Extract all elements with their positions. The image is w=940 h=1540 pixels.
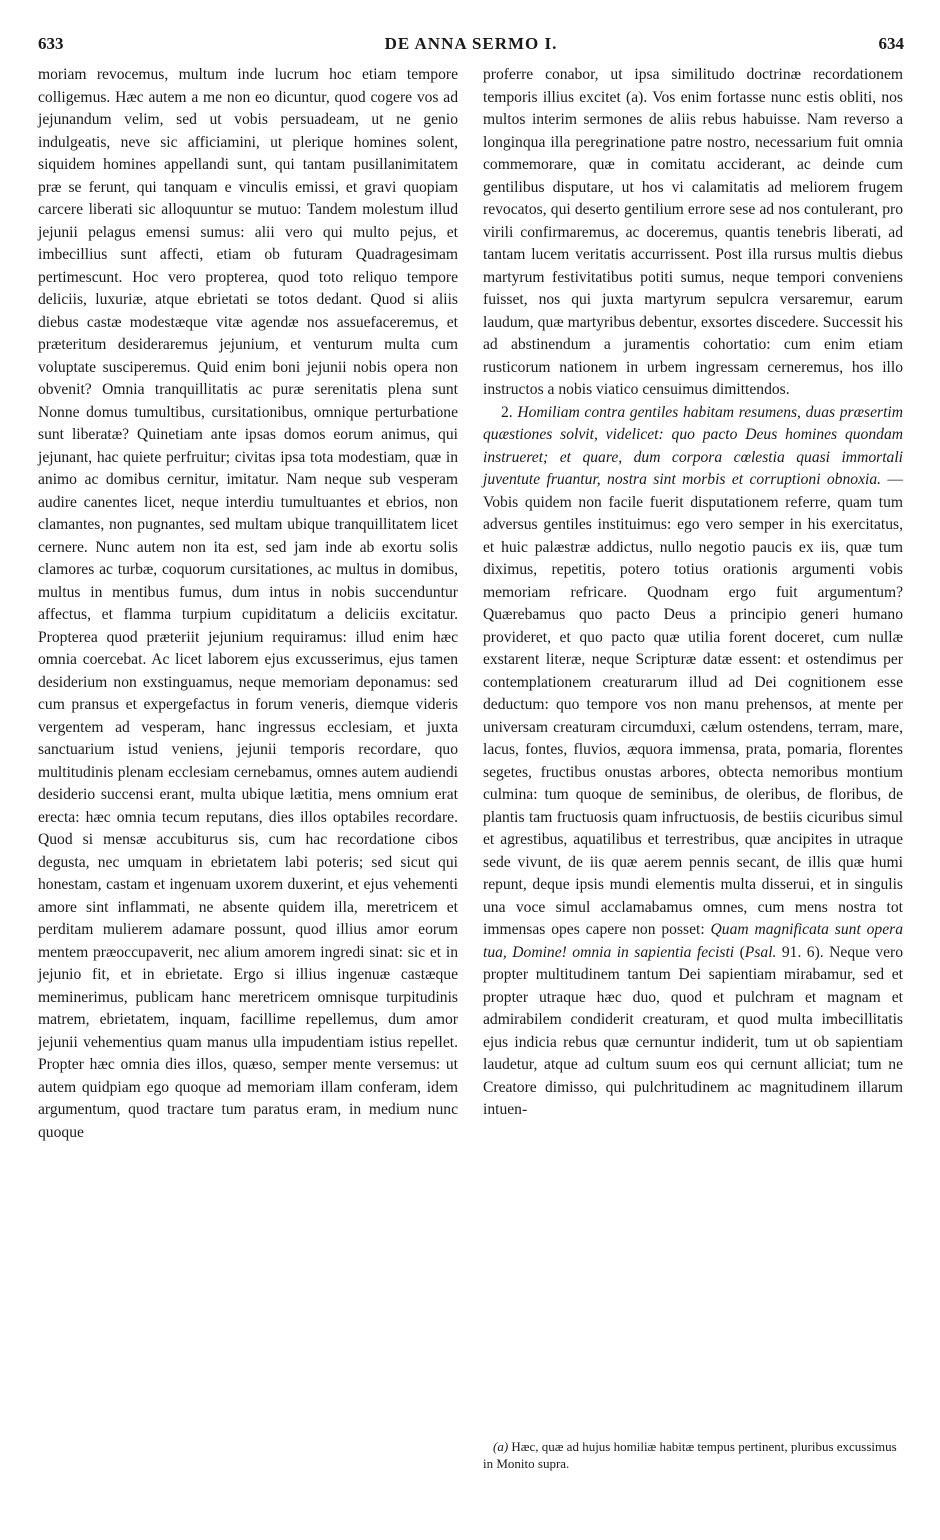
footnote-mark: (a)	[493, 1439, 509, 1454]
paragraph-body-a: — Vobis quidem non facile fuerit disputationem referre, quam tum adversus gentiles instituimus: ego vero semper in his exercitatus, et huic palæstræ addictus, nullo negotio paucis ex iis, quæ tum diximus, repetitis, potero totius orationis argumenti vobis memoriam refricare. Quodnam ergo fuit argumentum? Quærebamus quo pacto Deus a principio generi humano provideret, et quo pacto quæ utilia forent doceret, cum nullæ exstarent literæ, neque Scripturæ datæ essent: et ostendimus per contemplationem creaturarum illud ad Dei cognitionem esse deductum: quo tempore vos non manu prehensos, at mente per universam creaturam circumduxi, cælum ostendens, terram, mare, lacus, fontes, fluvios, æquora immensa, prata, pomaria, florentes segetes, fructibus onustas arbores, obtecta nemoribus montium culmina: tum quoque de seminibus, de oleribus, de floribus, de plantis tam fructuosis quam infructuosis, de bestiis cicuribus simul et agrestibus, aquatilibus et terrestribus, quæ ancipites in utraque sede vivunt, de iis quæ aerem pennis secant, de illis quæ humi repunt, deque ipsis mundi elementis multa disserui, et in singulis una voce simul acclamabamus omnes, cum mens nostra tot immensas opes capere non posset:	[483, 471, 903, 938]
paragraph-summary: Homiliam contra gentiles habitam resumens, duas præsertim quæstiones solvit, videlicet: quo pacto Deus homines quondam instrueret; et quare, dum corpora cœlestia quasi immortali juventute fruantur, nostra sint morbis et corruptioni obnoxia.	[483, 403, 903, 488]
footnote-text: Hæc, quæ ad hujus homiliæ habitæ tempus pertinent, pluribus excussimus in Monito supra.	[483, 1439, 897, 1471]
running-header	[38, 34, 904, 56]
right-page-number: 634	[878, 34, 904, 53]
reference-open: (	[734, 943, 745, 961]
right-column-paragraph-1: proferre conabor, ut ipsa similitudo doctrinæ recordationem temporis illius excitet (a). Vos enim fortasse nunc estis obliti, nos multos interim sermones de aliis rebus habuisse. Nam reverso a longinqua illa peregrinatione patre nostro, necessarium fuit omnia commemorare, quæ in comitatu acciderant, ac deinde cum gentilibus disputare, ut hos vi calamitatis ad meliorem frugem revocatos, qui deserto gentilium errore sese ad nos contulerant, pro virili confirmaremus, ac doceremus, quantis tenebris liberati, ad tantam lucem veritatis accurrissent. Post illa rursus multis diebus martyrum festivitatibus potiti sumus, neque tempori conveniens fuisset, nos qui juxta martyrum sepulcra versaremur, earum laudum, quæ martyribus debentur, exsortes discedere. Successit his ad abstinendum a juramentis cohortatio: cum enim etiam rusticorum nationem in urbem ingressam cerneremus, hos illo instructos a nobis viatico censuimus dimittendos.	[483, 66, 903, 398]
footnote	[483, 1438, 903, 1472]
left-page-number: 633	[38, 34, 64, 53]
left-column	[38, 64, 458, 1144]
right-column	[483, 64, 903, 1122]
running-title: DE ANNA SERMO I.	[384, 34, 558, 53]
left-column-text: moriam revocemus, multum inde lucrum hoc etiam tempore colligemus. Hæc autem a me non eo dicuntur, quod cogere vos ad jejunandum velim, sed ut vobis persuadeam, ut ne genio indulgeatis, neve sic afficiamini, ut plerique homines solent, siquidem homines appellandi sunt, qui tantam pusillanimitatem præ se ferunt, qui tanquam e vinculis emissi, et gravi quopiam carcere liberati sic alloquuntur se mutuo: Tandem molestum illud jejunii pelagus emensi sumus: alii vero qui multo pejus, et imbecillius sunt affecti, etiam ob futuram Quadragesimam pertimescunt. Hoc vero propterea, quod toto reliquo tempore deliciis, luxuriæ, atque ebrietati se totos dedant. Quod si aliis diebus castæ modestæque vitæ agendæ nos assuefaceremus, et præteritum desideraremus jejunium, et venturum multa cum voluptate susciperemus. Quid enim boni jejunii nobis opera non obvenit? Omnia tranquillitatis ac puræ serenitatis plena sunt Nonne domus tumultibus, cursitationibus, omnique perturbatione sunt liberatæ? Quinetiam ante ipsas domos eorum animus, qui jejunant, hac quiete perfruitur; civitas ipsa tota modestiam, quæ in animo ac domibus cernitur, imitatur. Nam neque sub vesperam audire canentes licet, neque interdiu tumultuantes et ebrios, non clamantes, non pugnantes, sed multam ubique tranquillitatem licet cernere. Nunc autem non ita est, sed jam inde ab exortu solis clamores ac turbæ, coquorum cursitationes, ac multus in domibus, multus in mentibus fumus, dum intus in nobis succenduntur affectus, et flamma turpium cupiditatum a deliciis excitatur. Propterea quod præteriit jejunium requiramus: illud enim hæc omnia coercebat. Ac licet laborem ejus excusserimus, ejus tamen desiderium non exstinguamus, neque memoriam deponamus: sed cum pransus et expergefactus in forum veneris, diemque videris vergentem ad vesperam, hanc ingressus ecclesiam, et juxta sanctuarium istud veniens, jejunii temporis recordare, quo multitudinis plenam ecclesiam cernebamus, omnes autem audiendi desiderio succensi erant, multa ubique lætitia, mens omnium erat erecta: hæc omnia tecum reputans, dies illos optabiles recordare. Quod si mensæ accubiturus sis, cum hac recordatione cibos degusta, nec umquam in ebrietatem labi poteris; sed sicut qui honestam, castam et ingenuam uxorem duxerint, et ejus vehementi amore sint inflammati, ne absente quidem illa, meretricem et perditam mulierem adamare possunt, quod illius amor eorum mentem præoccupaverit, nec alium amorem ingredi sinat: sic et in jejunio fit, et in ebrietate. Ergo si illius ingenuæ castæque meminerimus, publicam hanc meretricem omnisque turpitudinis matrem, ebrietatem, inquam, facillime repellemus, dum amor jejunii vehementius quam manus ulla impudentiam istius repellet. Propter hæc omnia dies illos, quæso, semper mente versemus: ut autem quidpiam ego quoque ad memoriam illam conferam, idem argumentum, quod tractare tum paratus eram, in medium nunc quoque	[38, 66, 458, 1141]
right-column-paragraph-2	[483, 402, 903, 1122]
reference-rest: 91. 6).	[776, 943, 824, 961]
paragraph-number: 2.	[501, 403, 513, 421]
reference-book: Psal.	[744, 943, 777, 961]
paragraph-body-b: Neque vero propter multitudinem tantum Dei sapientiam mirabamur, sed et propter utraque hæc duo, quod et pulchram et magnam et admirabilem condiderit creaturam, et quod multa imbecillitatis ejus indicia rebus quæ cernuntur indiderit, tum ut ob sapientiam laudetur, atque ad cultum suum eos qui cernunt alliciat; tum ne Creatore dimisso, qui pulchritudinem ac magnitudinem illarum intuen-	[483, 943, 903, 1118]
scripture-quote: Quam magnificata sunt opera tua, Domine! omnia in sapientia fecisti	[483, 921, 904, 961]
